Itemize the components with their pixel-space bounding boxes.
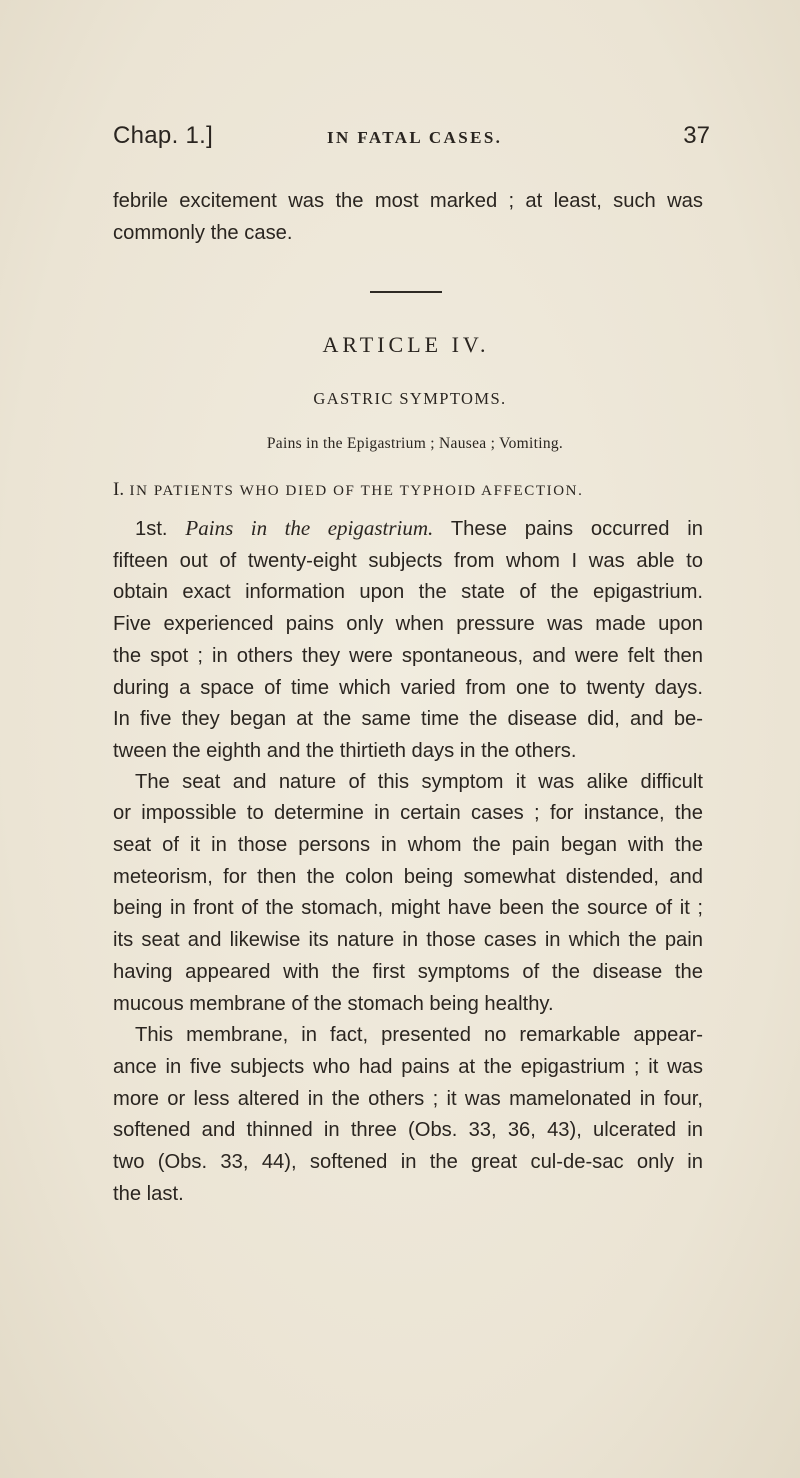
text-line: or impossible to determine in certain cases ; for instance, the [113, 802, 703, 825]
text-line: two (Obs. 33, 44), softened in the great cul-de-sac only in [113, 1151, 703, 1173]
lead-number: 1st. [135, 518, 168, 540]
text-line: the spot ; in others they were spontaneous, and were felt then [113, 644, 703, 667]
text-line: obtain exact information upon the state of the epigastrium. [113, 581, 703, 604]
text-line: febrile excitement was the most marked ; at least, such was [113, 190, 703, 212]
page-number: 37 [683, 122, 710, 149]
article-heading: ARTICLE IV. [322, 332, 490, 357]
text-line [113, 513, 703, 546]
section-numeral: I. [113, 479, 125, 500]
text-line: commonly the case. [113, 221, 293, 244]
text-line: being in front of the stomach, might have been the source of it ; [113, 897, 703, 920]
chapter-label: Chap. 1.] [113, 122, 214, 149]
text-line: In five they began at the same time the disease did, and be- [113, 708, 703, 731]
paragraph-pains [113, 513, 703, 768]
text-line: meteorism, for then the colon being somewhat distended, and [113, 865, 703, 888]
text-line: its seat and likewise its nature in those cases in which the pain [113, 929, 703, 952]
lead-italic: Pains in the epigastrium. [185, 516, 434, 540]
text-line: tween the eighth and the thirtieth days in the others. [113, 739, 577, 762]
text-line: ance in five subjects who had pains at the epigastrium ; it was [113, 1055, 703, 1078]
text-line: The seat and nature of this symptom it was alike difficult [135, 770, 703, 793]
text-line: fifteen out of twenty-eight subjects from whom I was able to [113, 549, 703, 572]
text-line: during a space of time which varied from one to twenty days. [113, 676, 703, 699]
lead-rest: These pains occurred in [450, 518, 703, 540]
text-line: This membrane, in fact, presented no remarkable appear- [135, 1024, 703, 1047]
text-line: seat of it in those persons in whom the pain began with the [113, 834, 703, 856]
text-line: mucous membrane of the stomach being healthy. [113, 992, 554, 1015]
article-subject: GASTRIC SYMPTOMS. [313, 389, 507, 408]
running-title: IN FATAL CASES. [327, 128, 503, 147]
paragraph-membrane [113, 1020, 703, 1210]
section-heading [113, 479, 583, 501]
text-line: more or less altered in the others ; it was mamelonated in four, [113, 1087, 703, 1110]
section-title: IN PATIENTS WHO DIED OF THE TYPHOID AFFECTION. [129, 483, 584, 499]
text-line: Five experienced pains only when pressure was made upon [113, 613, 703, 636]
article-topics: Pains in the Epigastrium ; Nausea ; Vomiting. [266, 435, 564, 452]
running-head [113, 122, 710, 162]
text-line: the last. [113, 1182, 184, 1205]
text-line: softened and thinned in three (Obs. 33, 36, 43), ulcerated in [113, 1119, 703, 1142]
section-divider-rule [370, 291, 442, 293]
continued-paragraph [113, 186, 703, 249]
paragraph-seat-nature [113, 767, 703, 1021]
text-line: having appeared with the first symptoms of the disease the [113, 960, 703, 983]
